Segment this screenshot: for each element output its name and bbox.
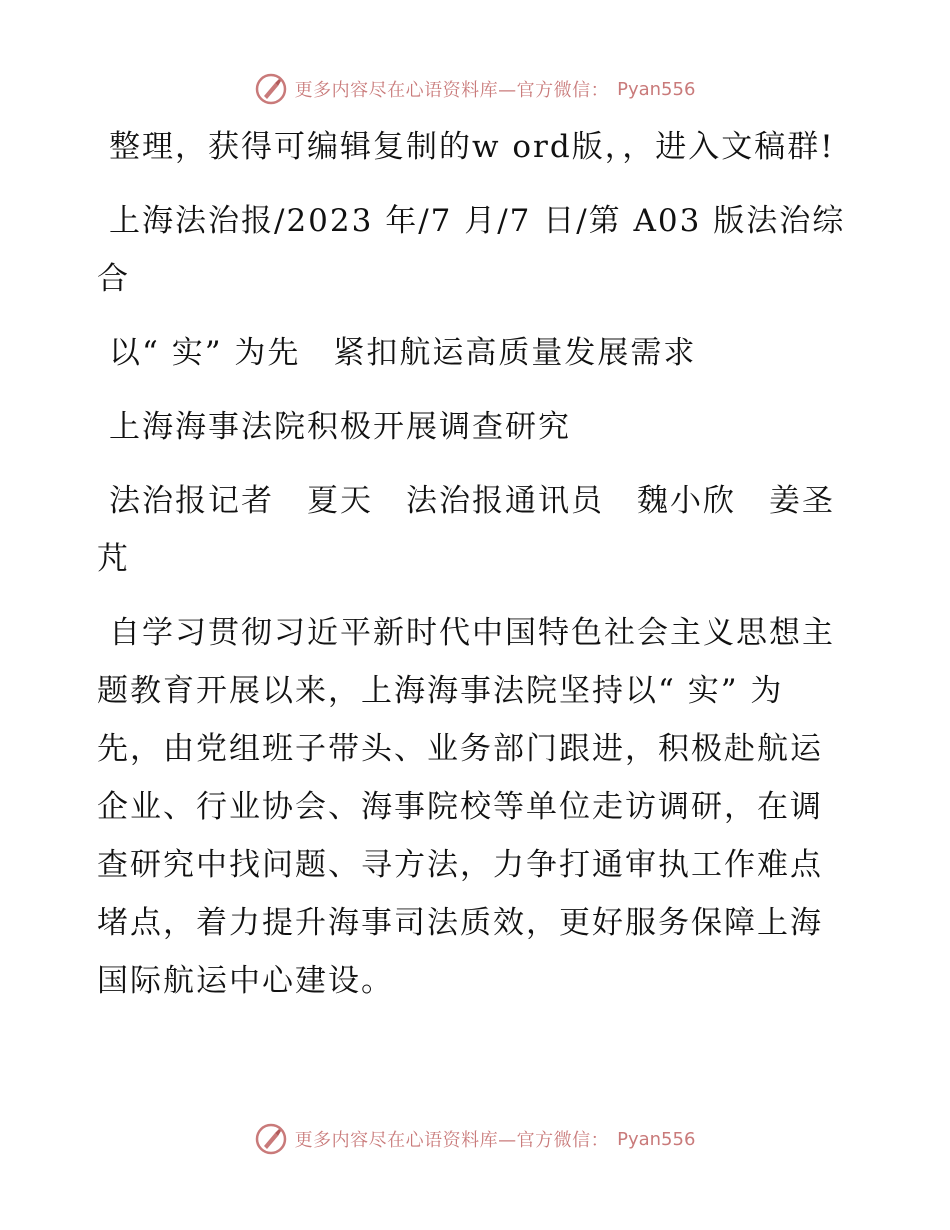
intro-note: 整理，获得可编辑复制的w ord版，，进入文稿群! — [109, 129, 835, 165]
watermark-text: 更多内容尽在心语资料库—官方微信： — [294, 80, 610, 101]
article-title: 以“ 实” 为先 紧扣航运高质量发展需求 — [109, 335, 697, 371]
article-subtitle: 上海海事法院积极开展调查研究 — [109, 409, 571, 445]
body-paragraph: 自学习贯彻习近平新时代中国特色社会主义思想主题教育开展以来，上海海事法院坚持以“ 实” 为先，由党组班子带头、业务部门跟进，积极赴航运企业、行业协会、海事院校等单位走访调研，在调查研究中找问题、寻方法，力争打通审执工作难点堵点，着力提升海事司法质效，更好服务保障上海国际航运中心建设。 — [97, 615, 835, 999]
watermark-wechat-id: Pyan556 — [617, 1128, 696, 1150]
header-watermark — [0, 72, 950, 106]
source-line: 上海法治报/2023 年/7 月/7 日/第 A03 版法治综合 — [97, 203, 846, 297]
watermark-wechat-id: Pyan556 — [617, 78, 696, 100]
footer-watermark — [0, 1122, 950, 1156]
watermark-text: 更多内容尽在心语资料库—官方微信： — [294, 1130, 610, 1151]
document-body — [97, 118, 849, 1010]
pen-seal-icon — [255, 73, 287, 105]
byline: 法治报记者 夏天 法治报通讯员 魏小欣 姜圣芃 — [97, 483, 835, 577]
pen-seal-icon — [255, 1123, 287, 1155]
